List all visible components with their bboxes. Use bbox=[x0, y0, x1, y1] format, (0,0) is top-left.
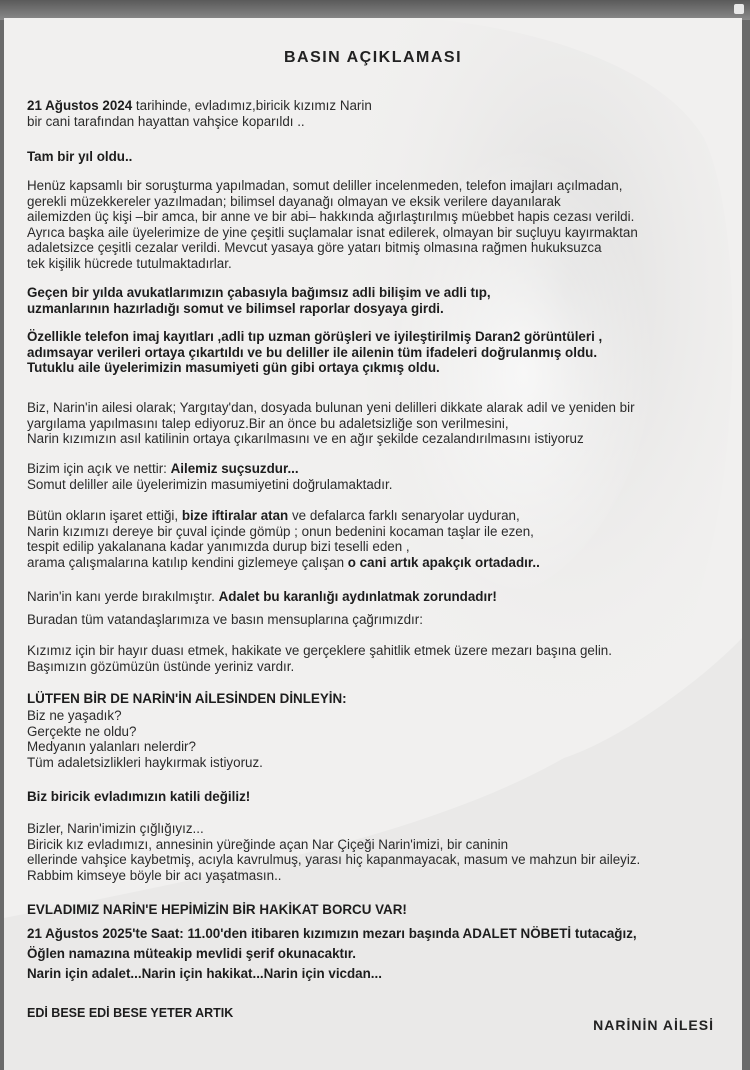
paragraph-1-line: Ayrıca başka aile üyelerimize de yine çeşitli suçlamalar isnat edilerek, olmayan bir suçluyu kayırmaktan bbox=[27, 224, 638, 240]
paragraph-3-line: adımsayar verileri ortaya çıkartıldı ve bu deliller ile ailenin tüm ifadeleri doğrulanmış oldu. bbox=[27, 344, 598, 360]
paragraph-10 bbox=[27, 821, 727, 883]
paragraph-6 bbox=[27, 508, 727, 570]
paragraph-1-line: ailemizden üç kişi –bir amca, bir anne ve bir abi– hakkında ağırlaştırılmış müebbet hapis cezası verildi. bbox=[27, 209, 635, 224]
paragraph-6-l1c: ve defalarca farklı senaryolar uyduran, bbox=[288, 508, 520, 523]
paragraph-6-l4a: arama çalışmalarına katılıp kendini gizlemeye çalışan bbox=[27, 554, 348, 570]
paragraph-1-line: tek kişilik hücrede tutulmaktadırlar. bbox=[27, 255, 232, 271]
question-item: Medyanın yalanları nelerdir? bbox=[27, 739, 196, 754]
debt-heading: EVLADIMIZ NARİN'E HEPİMİZİN BİR HAKİKAT BORCU VAR! bbox=[27, 902, 407, 917]
paragraph-4-line: Biz, Narin'in ailesi olarak; Yargıtay'dan, dosyada bulunan yeni delilleri dikkate alarak adil ve yeniden bir bbox=[27, 400, 635, 415]
paragraph-10-line: Rabbim kimseye böyle bir acı yaşatmasın.. bbox=[27, 867, 282, 883]
paragraph-3-line: Tutuklu aile üyelerimizin masumiyeti gün gibi ortaya çıkmış oldu. bbox=[27, 360, 440, 375]
year-passed: Tam bir yıl oldu.. bbox=[27, 149, 133, 164]
vigil-announcement bbox=[27, 924, 727, 984]
signature: NARİNİN AİLESİ bbox=[593, 1017, 714, 1033]
question-item: Tüm adaletsizlikleri haykırmak istiyoruz. bbox=[27, 754, 263, 770]
paragraph-9 bbox=[27, 643, 727, 674]
paragraph-8: Buradan tüm vatandaşlarımıza ve basın mensuplarına çağrımızdır: bbox=[27, 612, 423, 627]
paragraph-6-l2: Narin kızımızı dereye bir çuval içinde gömüp ; onun bedenini kocaman taşlar ile ezen, bbox=[27, 523, 534, 539]
family-innocent: Ailemiz suçsuzdur... bbox=[170, 461, 299, 476]
question-item: Gerçekte ne oldu? bbox=[27, 723, 137, 739]
paragraph-2-line: Geçen bir yılda avukatlarımızın çabasıyla bağımsız adli bilişim ve adli tıp, bbox=[27, 285, 491, 300]
paragraph-10-line: Bizler, Narin'imizin çığlığıyız... bbox=[27, 821, 204, 836]
questions-list bbox=[27, 708, 727, 770]
paragraph-2-line: uzmanlarının hazırladığı somut ve bilimsel raporlar dosyaya girdi. bbox=[27, 300, 444, 316]
paragraph-3-line: Özellikle telefon imaj kayıtları ,adli tıp uzman görüşleri ve iyileştirilmiş Daran2 görüntüleri , bbox=[27, 329, 603, 344]
page-title: BASIN AÇIKLAMASI bbox=[283, 49, 463, 66]
paragraph-10-line: Biricik kız evladımızı, annesinin yüreğinde açan Nar Çiçeği Narin'imizi, bir caninin bbox=[27, 836, 509, 852]
paragraph-1-line: Henüz kapsamlı bir soruşturma yapılmadan, somut deliller incelenmeden, telefon imajları açılmadan, bbox=[27, 178, 623, 193]
paragraph-3 bbox=[27, 329, 727, 376]
paragraph-7-b: Adalet bu karanlığı aydınlatmak zorundadır! bbox=[218, 589, 497, 604]
corner-icon bbox=[734, 4, 744, 14]
paragraph-10-line: ellerinde vahşice kaybetmiş, acıyla kavrulmuş, yarası hiç kapanmayacak, masum ve mahzun bir aileyiz. bbox=[27, 852, 641, 867]
press-release-sheet bbox=[4, 18, 742, 1070]
paragraph-5-prefix: Bizim için açık ve nettir: bbox=[27, 461, 171, 476]
question-item: Biz ne yaşadık? bbox=[27, 708, 122, 723]
paragraph-6-l1a: Bütün okların işaret ettiği, bbox=[27, 508, 182, 523]
vigil-line: 21 Ağustos 2025'te Saat: 11.00'den itibaren kızımızın mezarı başında ADALET NÖBETİ tutacağız, bbox=[27, 926, 637, 941]
paragraph-5-line-2: Somut deliller aile üyelerimizin masumiyetini doğrulamaktadır. bbox=[27, 476, 393, 492]
top-bar bbox=[0, 0, 750, 20]
not-killer-statement: Biz biricik evladımızın katili değiliz! bbox=[27, 789, 251, 804]
intro-line-1: tarihinde, evladımız,biricik kızımız Narin bbox=[132, 98, 372, 113]
intro-paragraph bbox=[27, 98, 727, 129]
paragraph-7-a: Narin'in kanı yerde bırakılmıştır. bbox=[27, 589, 219, 604]
intro-date: 21 Ağustos 2024 bbox=[27, 98, 133, 113]
paragraph-6-l4b: o cani artık apakçık ortadadır.. bbox=[347, 554, 540, 570]
intro-line-2: bir cani tarafından hayattan vahşice koparıldı .. bbox=[27, 113, 305, 129]
paragraph-9-line: Başımızın gözümüzün üstünde yeriniz vardır. bbox=[27, 658, 295, 674]
paragraph-1 bbox=[27, 178, 727, 271]
paragraph-4-line: Narin kızımızın asıl katilinin ortaya çıkarılmasını ve en ağır şekilde cezalandırılmasını istiyoruz bbox=[27, 431, 584, 446]
paragraph-1-line: adaletsizce çeşitli cezalar verildi. Mevcut yasaya göre yatarı bitmiş olmasına rağmen hukuksuzca bbox=[27, 240, 602, 255]
listen-heading: LÜTFEN BİR DE NARİN'İN AİLESİNDEN DİNLEYİN: bbox=[27, 691, 347, 706]
paragraph-6-l3: tespit edilip yakalanana kadar yanımızda durup bizi teselli eden , bbox=[27, 539, 410, 554]
closing-slogan: EDİ BESE EDİ BESE YETER ARTIK bbox=[27, 1006, 234, 1020]
paragraph-1-line: gerekli müzekkereler yazılmadan; bilimsel dayanağı olmayan ve eksik verilere dayanılarak bbox=[27, 193, 561, 209]
paragraph-2 bbox=[27, 285, 727, 316]
paragraph-4-line: yargılama yapılmasını talep ediyoruz.Bir an önce bu adaletsizliğe son verilmesini, bbox=[27, 415, 509, 431]
paragraph-9-line: Kızımız için bir hayır duası etmek, hakikate ve gerçeklere şahitlik etmek üzere mezarı başına gelin. bbox=[27, 643, 612, 658]
paragraph-6-l1b: bize iftiralar atan bbox=[181, 508, 289, 523]
paragraph-4 bbox=[27, 400, 727, 447]
paragraph-5 bbox=[27, 461, 727, 492]
paragraph-7 bbox=[27, 589, 727, 605]
vigil-line: Narin için adalet...Narin için hakikat...Narin için vicdan... bbox=[27, 966, 382, 981]
vigil-line: Öğlen namazına müteakip mevlidi şerif okunacaktır. bbox=[27, 946, 356, 961]
